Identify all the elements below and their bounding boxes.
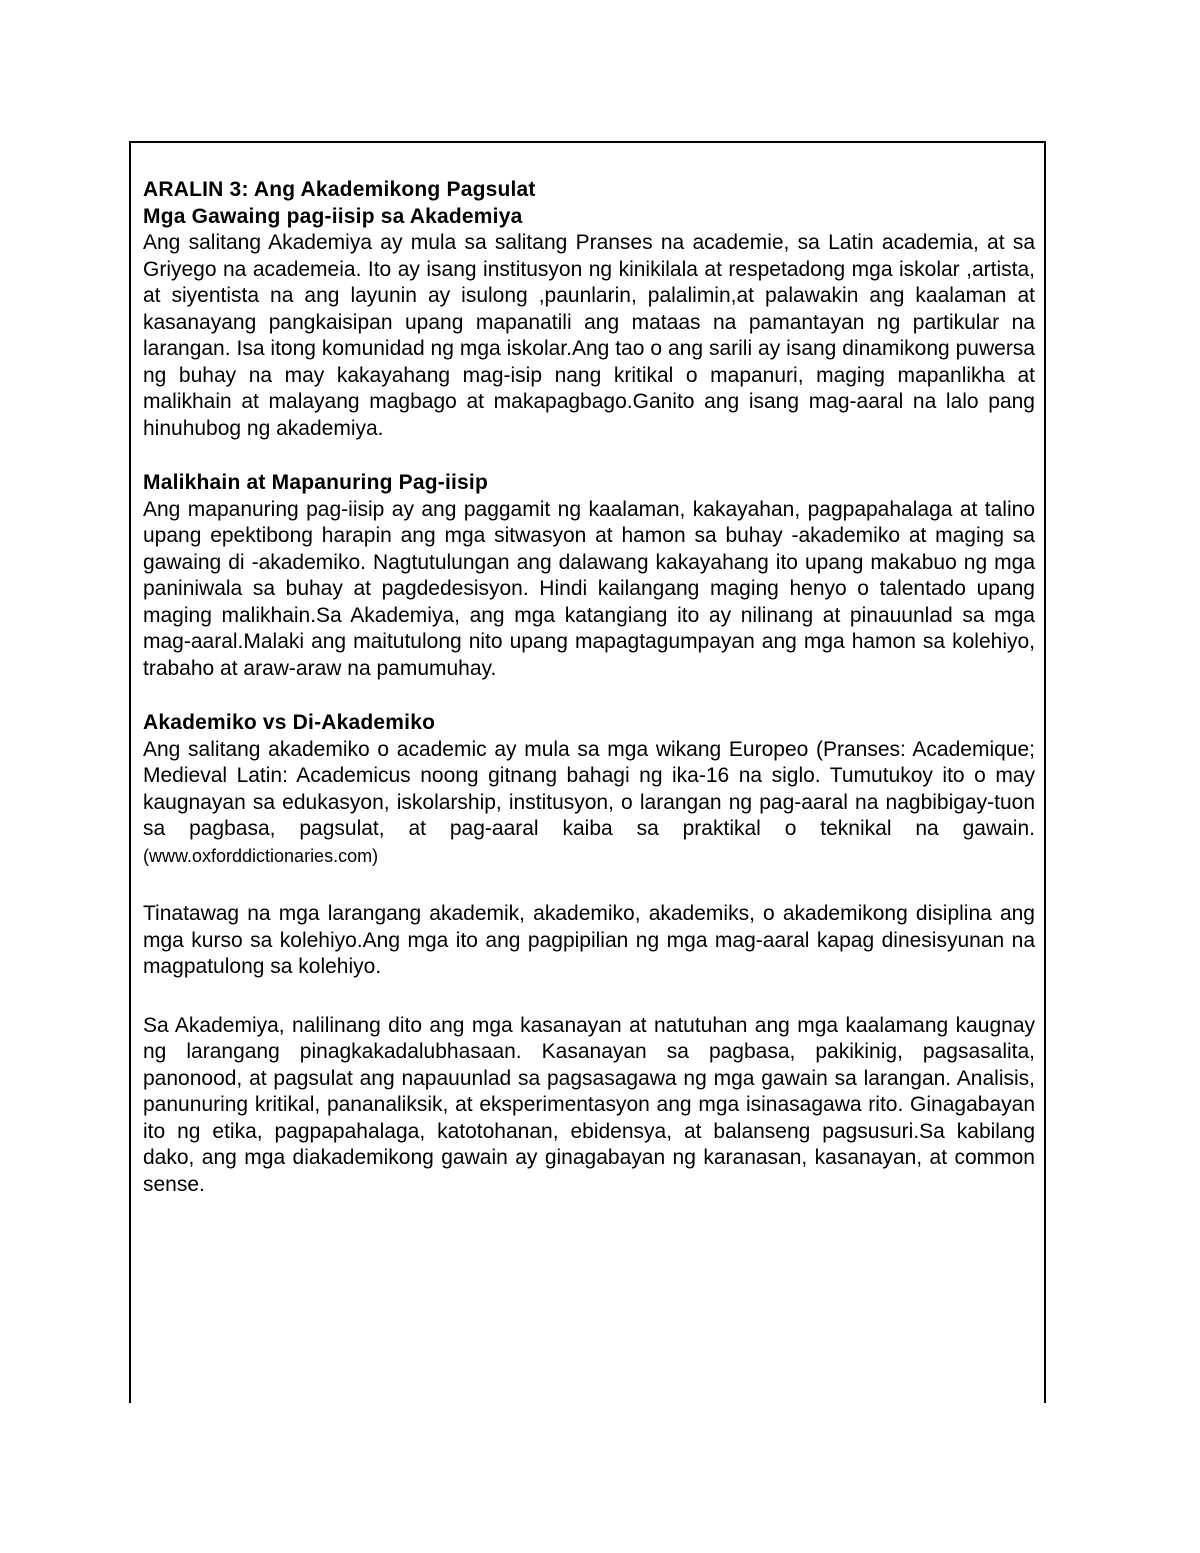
paragraph-sa-akademiya: Sa Akademiya, nalilinang dito ang mga kasanayan at natutuhan ang mga kaalamang kaugnay ng larangang pinagkakadalubhasaan. Kasanayan sa pagbasa, pakikinig, pagsasalita, panonood, at pagsulat ang napauunlad sa pagsasagawa ng mga gawain sa larangan. Analisis, panunuring kritikal, pananaliksik, at eksperimentasyon ang mga isinasagawa rito. Ginagabayan ito ng etika, pagpapahalaga, katotohanan, ebidensya, at balanseng pagsusuri.Sa kabilang dako, ang mga diakademikong gawain ay ginagabayan ng karanasan, kasanayan, at common sense. [143,1013,1035,1196]
section-body-akademiko-text: Ang salitang akademiko o academic ay mula sa mga wikang Europeo (Pranses: Academique; Medieval Latin: Academicus noong gitnang bahagi ng ika-16 na siglo. Tumutukoy ito o may kaugnayan sa edukasyon, iskolarship, institusyon, o larangan ng pag-aaral na nagbibigay-tuon sa pagbasa, pagsulat, at pag-aaral kaiba sa praktikal o teknikal na gawain. [143,737,1035,840]
section-body-malikhain: Ang mapanuring pag-iisip ay ang paggamit ng kaalaman, kakayahan, pagpapahalaga at talino upang epektibong harapin ang mga sitwasyon at hamon sa buhay -akademiko at maging sa gawaing di -akademiko. Nagtutulungan ang dalawang kakayahang ito upang makabuo ng mga paniniwala sa buhay at pagdedesisyon. Hindi kailangang maging henyo o talentado upang maging malikhain.Sa Akademiya, ang mga katangiang ito ay nilinang at pinauunlad sa mga mag-aaral.Malaki ang maitutulong nito upang mapagtagumpayan ang mga hamon sa kolehiyo, trabaho at araw-araw na pamumuhay. [143,497,1035,680]
spacer [143,682,1035,710]
section-heading-akademiko-vs-di-akademiko: Akademiko vs Di-Akademiko [143,711,436,734]
lesson-title: ARALIN 3: Ang Akademikong Pagsulat [143,178,536,201]
spacer [143,869,1035,901]
document-content [143,177,1035,1198]
section-body-gawaing-pag-iisip: Ang salitang Akademiya ay mula sa salitang Pranses na academie, sa Latin academia, at sa Griyego na academeia. Ito ay isang institusyon ng kinikilala at respetadong mga iskolar ,artista, at siyentista na ang layunin ay isulong ,paunlarin, palalimin,at palawakin ang kaalaman at kasanayang pangkaisipan upang mapanatili ang mataas na pamantayan ng partikular na larangan. Isa itong komunidad ng mga iskolar.Ang tao o ang sarili ay isang dinamikong puwersa ng buhay na may kakayahang mag-isip nang kritikal o mapanuri, maging mapanlikha at malikhain at malayang magbago at makapagbago.Ganito ang isang mag-aaral na lalo pang hinuhubog ng akademiya. [143,231,1035,440]
spacer [143,442,1035,470]
section-body-akademiko [143,737,1035,870]
paragraph-larangang-akademik: Tinatawag na mga larangang akademik, akademiko, akademiks, o akademikong disiplina ang mga kurso sa kolehiyo.Ang mga ito ang pagpipilian ng mga mag-aaral kapag dinesisyunan na magpatulong sa kolehiyo. [143,902,1035,978]
source-citation: (www.oxforddictionaries.com) [143,845,379,866]
spacer [143,981,1035,1013]
document-frame [129,141,1046,1403]
section-heading-gawaing-pag-iisip: Mga Gawaing pag-iisip sa Akademiya [143,204,523,228]
section-heading-malikhain: Malikhain at Mapanuring Pag-iisip [143,471,488,494]
